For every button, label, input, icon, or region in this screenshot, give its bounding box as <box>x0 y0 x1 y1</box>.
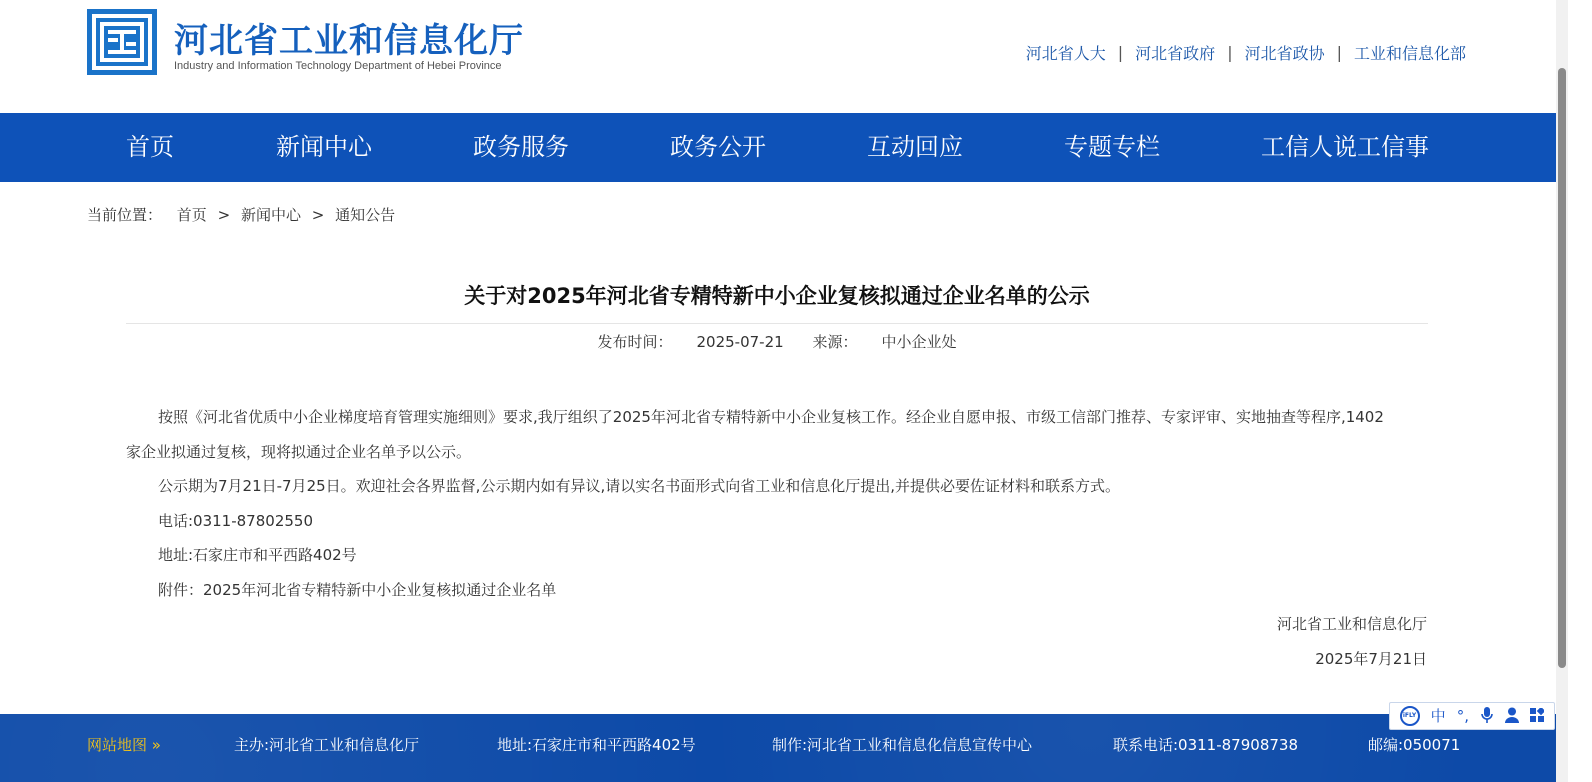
footer-address: 地址:石家庄市和平西路402号 <box>497 736 696 754</box>
site-title[interactable]: 河北省工业和信息化厅 <box>174 21 524 61</box>
nav-item-government-services[interactable]: 政务服务 <box>473 133 569 161</box>
link-hebei-cppcc[interactable]: 河北省政协 <box>1244 44 1325 63</box>
publish-label: 发布时间： <box>597 333 673 351</box>
link-hebei-government[interactable]: 河北省政府 <box>1135 44 1216 63</box>
breadcrumb-separator: > <box>217 206 231 224</box>
paragraph-notice: 按照《河北省优质中小企业梯度培育管理实施细则》要求,我厅组织了2025年河北省专精特新中小企业复核工作。经企业自愿申报、市级工信部门推荐、专家评审、实地抽查等程序,1402家企业拟通过复核，现将拟通过企业名单予以公示。 <box>126 408 1384 461</box>
apps-grid-icon[interactable] <box>1530 708 1544 725</box>
nav-item-special-topics[interactable]: 专题专栏 <box>1064 133 1160 161</box>
breadcrumb-home[interactable]: 首页 <box>176 206 207 224</box>
link-separator: | <box>1117 43 1124 62</box>
chinese-input-icon[interactable]: 中 <box>1430 706 1446 725</box>
footer-phone: 联系电话:0311-87908738 <box>1113 736 1298 754</box>
signature-date: 2025年7月21日 <box>1315 650 1427 668</box>
breadcrumb-separator: > <box>311 206 325 224</box>
nav-item-staff-talk[interactable]: 工信人说工信事 <box>1261 133 1429 161</box>
nav-item-interaction[interactable]: 互动回应 <box>867 133 963 161</box>
footer-producer: 制作:河北省工业和信息化信息宣传中心 <box>772 736 1033 754</box>
site-header <box>0 0 1556 113</box>
article-body <box>126 400 1386 607</box>
attachment-link[interactable]: 2025年河北省专精特新中小企业复核拟通过企业名单 <box>203 580 557 599</box>
page-scrollbar-thumb[interactable] <box>1558 68 1566 668</box>
main-nav <box>0 113 1556 182</box>
link-separator: | <box>1336 43 1342 62</box>
nav-item-news-center[interactable]: 新闻中心 <box>276 133 372 161</box>
nav-item-home[interactable]: 首页 <box>126 133 174 161</box>
paragraph-phone: 电话:0311-87802550 <box>158 511 313 530</box>
top-links <box>1026 41 1466 64</box>
paragraph-address: 地址:石家庄市和平西路402号 <box>158 546 357 564</box>
title-divider <box>126 323 1428 324</box>
source-info <box>812 333 956 351</box>
article-meta <box>126 331 1428 352</box>
link-separator: | <box>1227 43 1233 62</box>
source-value: 中小企业处 <box>881 333 957 351</box>
microphone-icon[interactable] <box>1480 707 1494 726</box>
site-footer <box>0 714 1556 782</box>
hebei-industry-logo-icon[interactable] <box>87 9 157 75</box>
article-title: 关于对2025年河北省专精特新中小企业复核拟通过企业名单的公示 <box>464 284 1090 308</box>
breadcrumb <box>87 204 395 225</box>
punctuation-icon[interactable]: °, <box>1456 706 1470 725</box>
publish-info <box>597 333 783 351</box>
signature-org: 河北省工业和信息化厅 <box>1276 615 1427 633</box>
nav-item-government-affairs[interactable]: 政务公开 <box>670 133 766 161</box>
source-label: 来源： <box>812 333 858 351</box>
sitemap-link[interactable]: 网站地图 » <box>87 736 161 754</box>
attachment-label: 附件： <box>158 580 204 599</box>
paragraph-period: 公示期为7月21日-7月25日。欢迎社会各界监督,公示期内如有异议,请以实名书面形式向省工业和信息化厅提出,并提供必要佐证材料和联系方式。 <box>158 477 1120 495</box>
footer-sponsor: 主办:河北省工业和信息化厅 <box>234 736 420 754</box>
publish-date: 2025-07-21 <box>696 333 784 351</box>
breadcrumb-news-center[interactable]: 新闻中心 <box>240 206 301 224</box>
ifly-icon[interactable]: iFLY <box>1400 706 1420 726</box>
footer-postcode: 邮编:050071 <box>1368 736 1461 754</box>
breadcrumb-prefix: 当前位置： <box>87 206 163 224</box>
user-icon[interactable] <box>1505 707 1519 726</box>
link-hebei-npc[interactable]: 河北省人大 <box>1025 44 1106 63</box>
site-subtitle: Industry and Information Technology Department of Hebei Province <box>174 60 502 72</box>
link-miit[interactable]: 工业和信息化部 <box>1353 44 1466 63</box>
breadcrumb-notices[interactable]: 通知公告 <box>335 206 396 224</box>
paragraph-attachment <box>126 573 1386 608</box>
accessibility-toolbar <box>1389 702 1555 730</box>
